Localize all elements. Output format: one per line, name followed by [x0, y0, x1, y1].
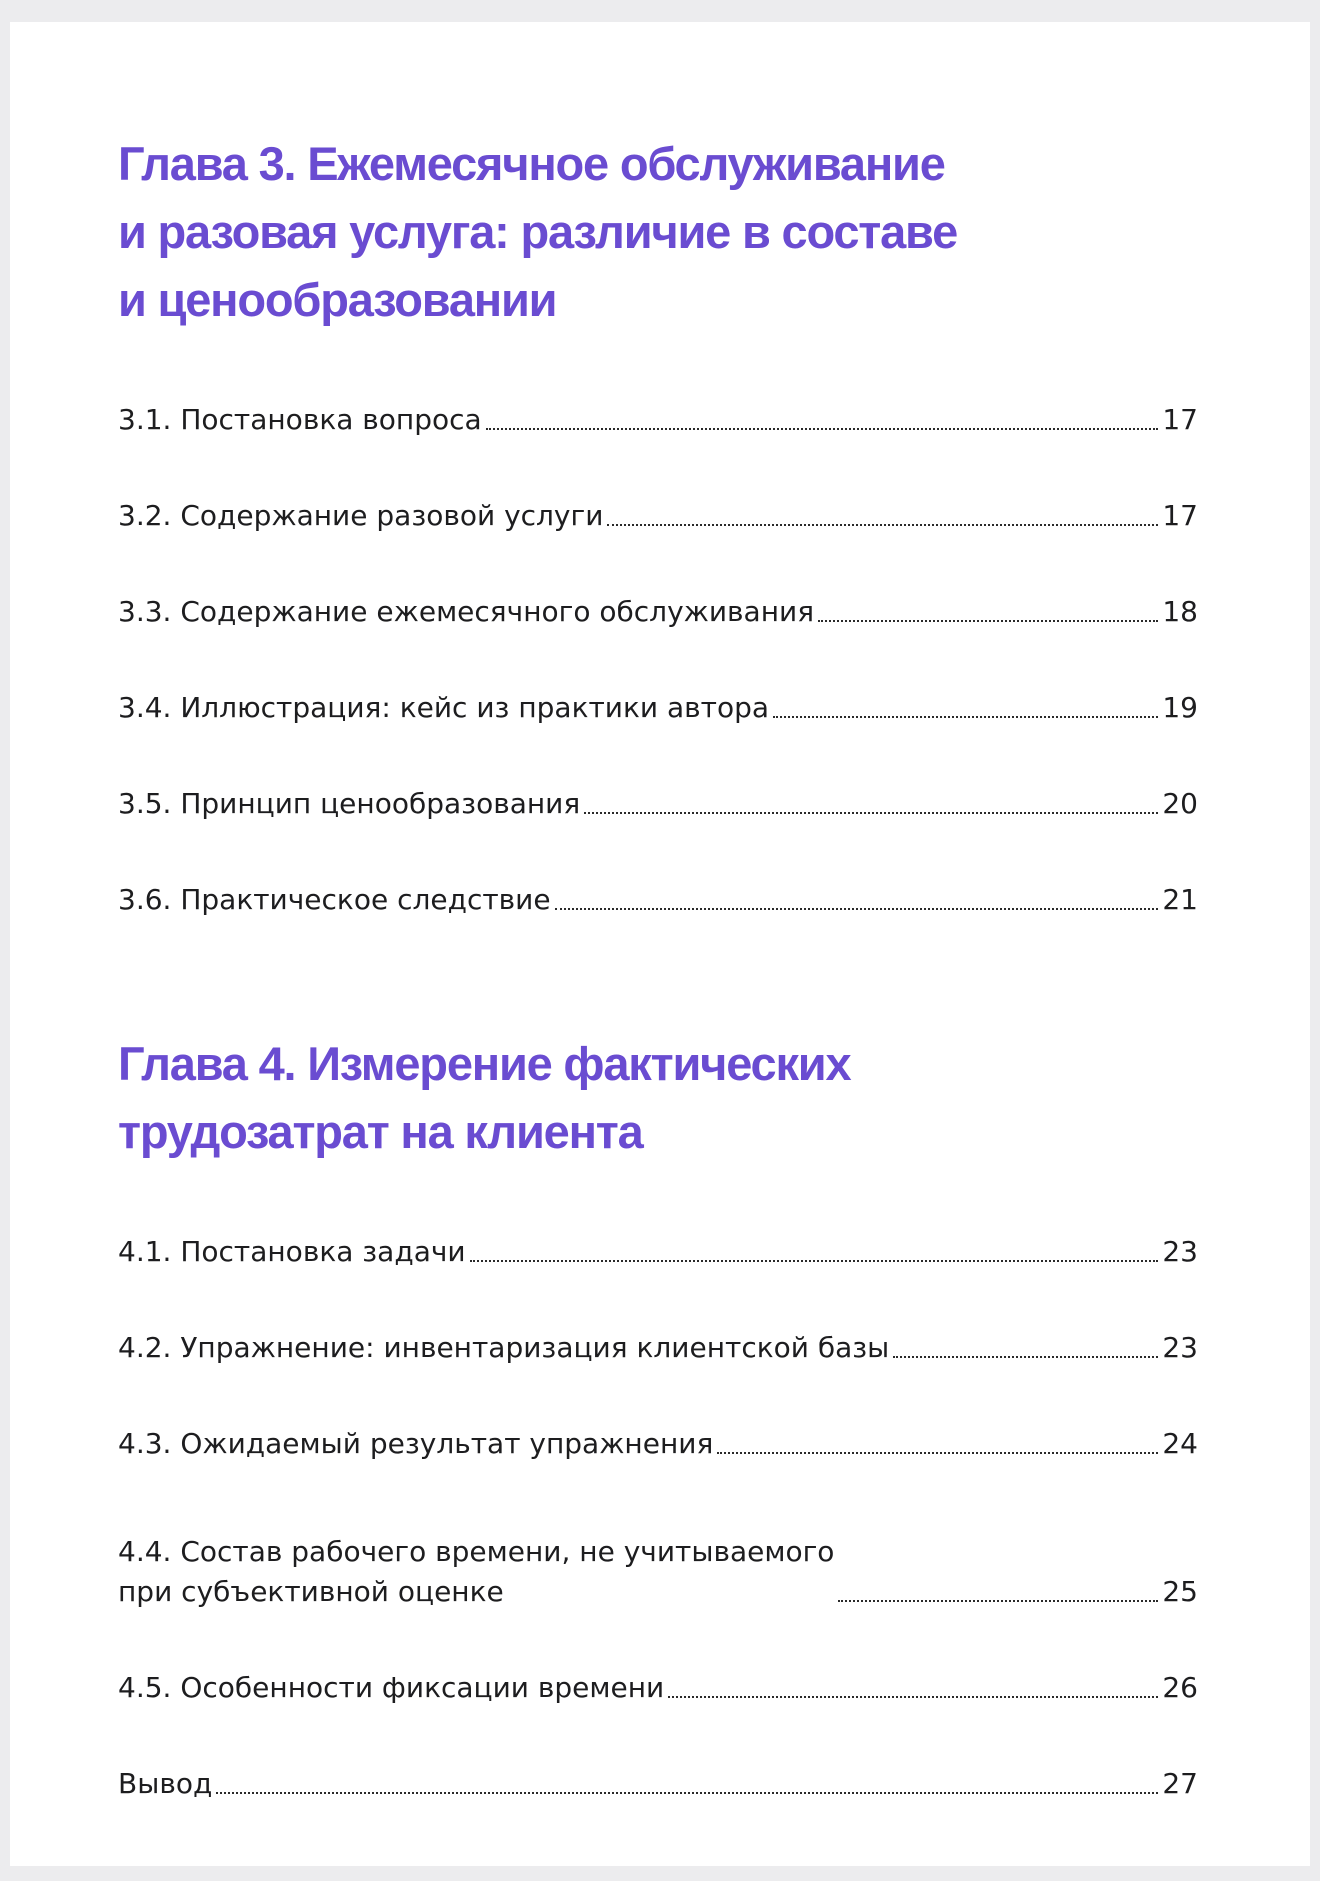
toc-entry-title: 3.6. Практическое следствие: [118, 883, 551, 916]
toc-page-number: 23: [1162, 1235, 1198, 1268]
toc-entry-title: 3.3. Содержание ежемесячного обслуживания: [118, 595, 815, 628]
toc-entry-title: 4.2. Упражнение: инвентаризация клиентской базы: [118, 1331, 890, 1364]
dot-leader: [584, 812, 1158, 814]
toc-page-number: 21: [1162, 883, 1198, 916]
chapter-title-line: Глава 3. Ежемесячное обслуживание: [118, 137, 945, 190]
toc-entry[interactable]: [118, 728, 1198, 824]
toc-page-number: 17: [1162, 403, 1198, 436]
toc-entry-title: 3.1. Постановка вопроса: [118, 403, 482, 436]
toc-page-number: 20: [1162, 787, 1198, 820]
dot-leader: [717, 1452, 1158, 1454]
toc-page-number: 19: [1162, 691, 1198, 724]
toc-entry[interactable]: [118, 824, 1198, 920]
toc-entry-title: 3.4. Иллюстрация: кейс из практики автора: [118, 691, 770, 724]
toc-entry[interactable]: [118, 1464, 1198, 1612]
chapter-3-title[interactable]: [118, 130, 1198, 334]
toc-entry[interactable]: [118, 536, 1198, 632]
chapter-title-line: и ценообразовании: [118, 273, 557, 326]
dot-leader: [607, 524, 1158, 526]
dot-leader: [773, 716, 1158, 718]
dot-leader: [893, 1356, 1158, 1358]
toc-entry-title-continued: при субъективной оценке: [118, 1575, 504, 1608]
table-of-contents: [118, 112, 1198, 1804]
dot-leader: [486, 428, 1159, 430]
toc-entry-title: 4.4. Состав рабочего времени, не учитываемого: [118, 1535, 835, 1568]
chapter-title-line: и разовая услуга: различие в составе: [118, 205, 958, 258]
toc-entry[interactable]: [118, 1272, 1198, 1368]
chapter-4-title[interactable]: [118, 1030, 1198, 1166]
chapter-title-line: Глава 4. Измерение фактических: [118, 1037, 851, 1090]
chapter-4-toc-list: [118, 1176, 1198, 1804]
dot-leader: [668, 1696, 1158, 1698]
toc-entry[interactable]: [118, 344, 1198, 440]
toc-entry-title: 4.3. Ожидаемый результат упражнения: [118, 1427, 714, 1460]
toc-entry-title: 4.5. Особенности фиксации времени: [118, 1671, 665, 1704]
toc-entry[interactable]: [118, 1368, 1198, 1464]
dot-leader: [555, 908, 1159, 910]
document-page: [10, 22, 1310, 1866]
toc-page-number: 17: [1162, 499, 1198, 532]
toc-entry-title: 3.5. Принцип ценообразования: [118, 787, 581, 820]
toc-entry-title: Вывод: [118, 1767, 213, 1800]
chapter-title-line: трудозатрат на клиента: [118, 1105, 643, 1158]
toc-entry[interactable]: [118, 632, 1198, 728]
toc-page-number: 24: [1162, 1427, 1198, 1460]
toc-entry-title: 4.1. Постановка задачи: [118, 1235, 466, 1268]
chapter-3-toc-list: [118, 344, 1198, 920]
toc-page-number: 25: [1162, 1575, 1198, 1608]
toc-entry[interactable]: [118, 1612, 1198, 1708]
toc-page-number: 23: [1162, 1331, 1198, 1364]
toc-entry-title: 3.2. Содержание разовой услуги: [118, 499, 604, 532]
toc-entry[interactable]: [118, 1176, 1198, 1272]
dot-leader: [216, 1792, 1158, 1794]
toc-entry[interactable]: [118, 1708, 1198, 1804]
toc-page-number: 26: [1162, 1671, 1198, 1704]
dot-leader: [818, 620, 1158, 622]
dot-leader: [838, 1600, 1158, 1602]
dot-leader: [470, 1260, 1159, 1262]
toc-page-number: 18: [1162, 595, 1198, 628]
toc-page-number: 27: [1162, 1767, 1198, 1800]
toc-entry[interactable]: [118, 440, 1198, 536]
